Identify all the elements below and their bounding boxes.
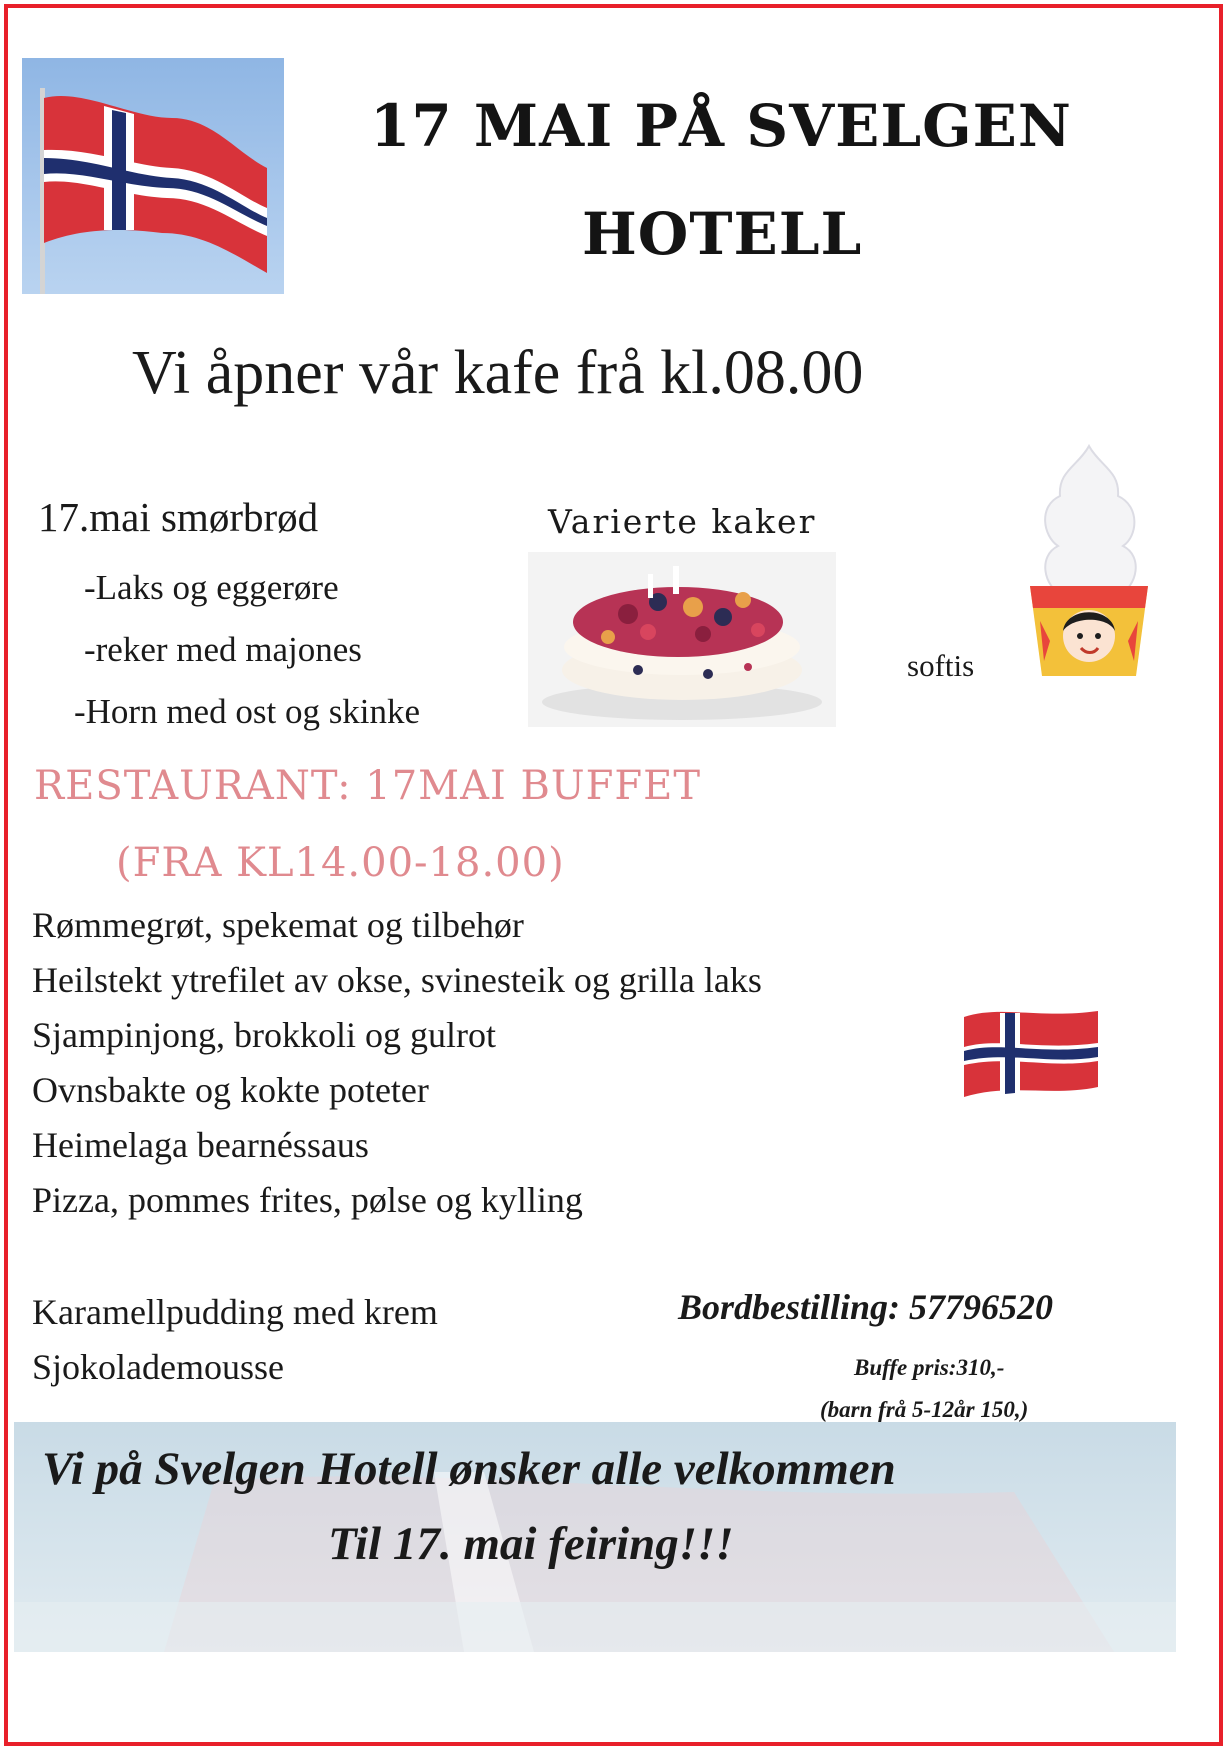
dessert-item: Karamellpudding med krem	[32, 1292, 438, 1332]
norway-flag-icon	[22, 58, 284, 294]
cakes-title: Varierte kaker	[548, 502, 817, 541]
softis-image	[1018, 436, 1160, 681]
menu-item: Heimelaga bearnéssaus	[32, 1125, 369, 1165]
norway-flag-icon	[960, 1005, 1102, 1105]
buffet-price: Buffe pris:310,-	[854, 1355, 1005, 1380]
smorbrod-item: -Horn med ost og skinke	[74, 692, 421, 731]
dessert-item: Sjokolademousse	[32, 1347, 284, 1387]
welcome-line-1: Vi på Svelgen Hotell ønsker alle velkommen	[42, 1443, 896, 1495]
restaurant-heading: RESTAURANT: 17MAI BUFFET	[34, 763, 702, 809]
softis-label: softis	[907, 648, 975, 683]
cake-icon	[528, 552, 836, 727]
ice-cream-icon	[1018, 436, 1160, 681]
smorbrod-title: 17.mai smørbrød	[38, 494, 319, 540]
child-price: (barn frå 5-12år 150,)	[820, 1397, 1029, 1422]
menu-item: Ovnsbakte og kokte poteter	[32, 1070, 429, 1110]
welcome-line-2: Til 17. mai feiring!!!	[328, 1518, 734, 1570]
title-line-2: HOTELL	[582, 200, 863, 268]
waving-flag	[960, 1005, 1102, 1105]
smorbrod-item: -Laks og eggerøre	[84, 568, 339, 607]
menu-item: Heilstekt ytrefilet av okse, svinesteik og grilla laks	[32, 960, 762, 1000]
restaurant-hours: (FRA KL14.00-18.00)	[116, 840, 565, 886]
cafe-opening-text: Vi åpner vår kafe frå kl.08.00	[132, 339, 864, 407]
menu-item: Pizza, pommes frites, pølse og kylling	[32, 1180, 583, 1220]
title-line-1: 17 MAI PÅ SVELGEN	[370, 92, 1072, 160]
menu-item: Rømmegrøt, spekemat og tilbehør	[32, 905, 524, 945]
flag-photo	[22, 58, 284, 294]
menu-item: Sjampinjong, brokkoli og gulrot	[32, 1015, 496, 1055]
table-booking: Bordbestilling: 57796520	[678, 1287, 1054, 1327]
smorbrod-item: -reker med majones	[84, 630, 362, 669]
cake-image	[528, 552, 836, 727]
